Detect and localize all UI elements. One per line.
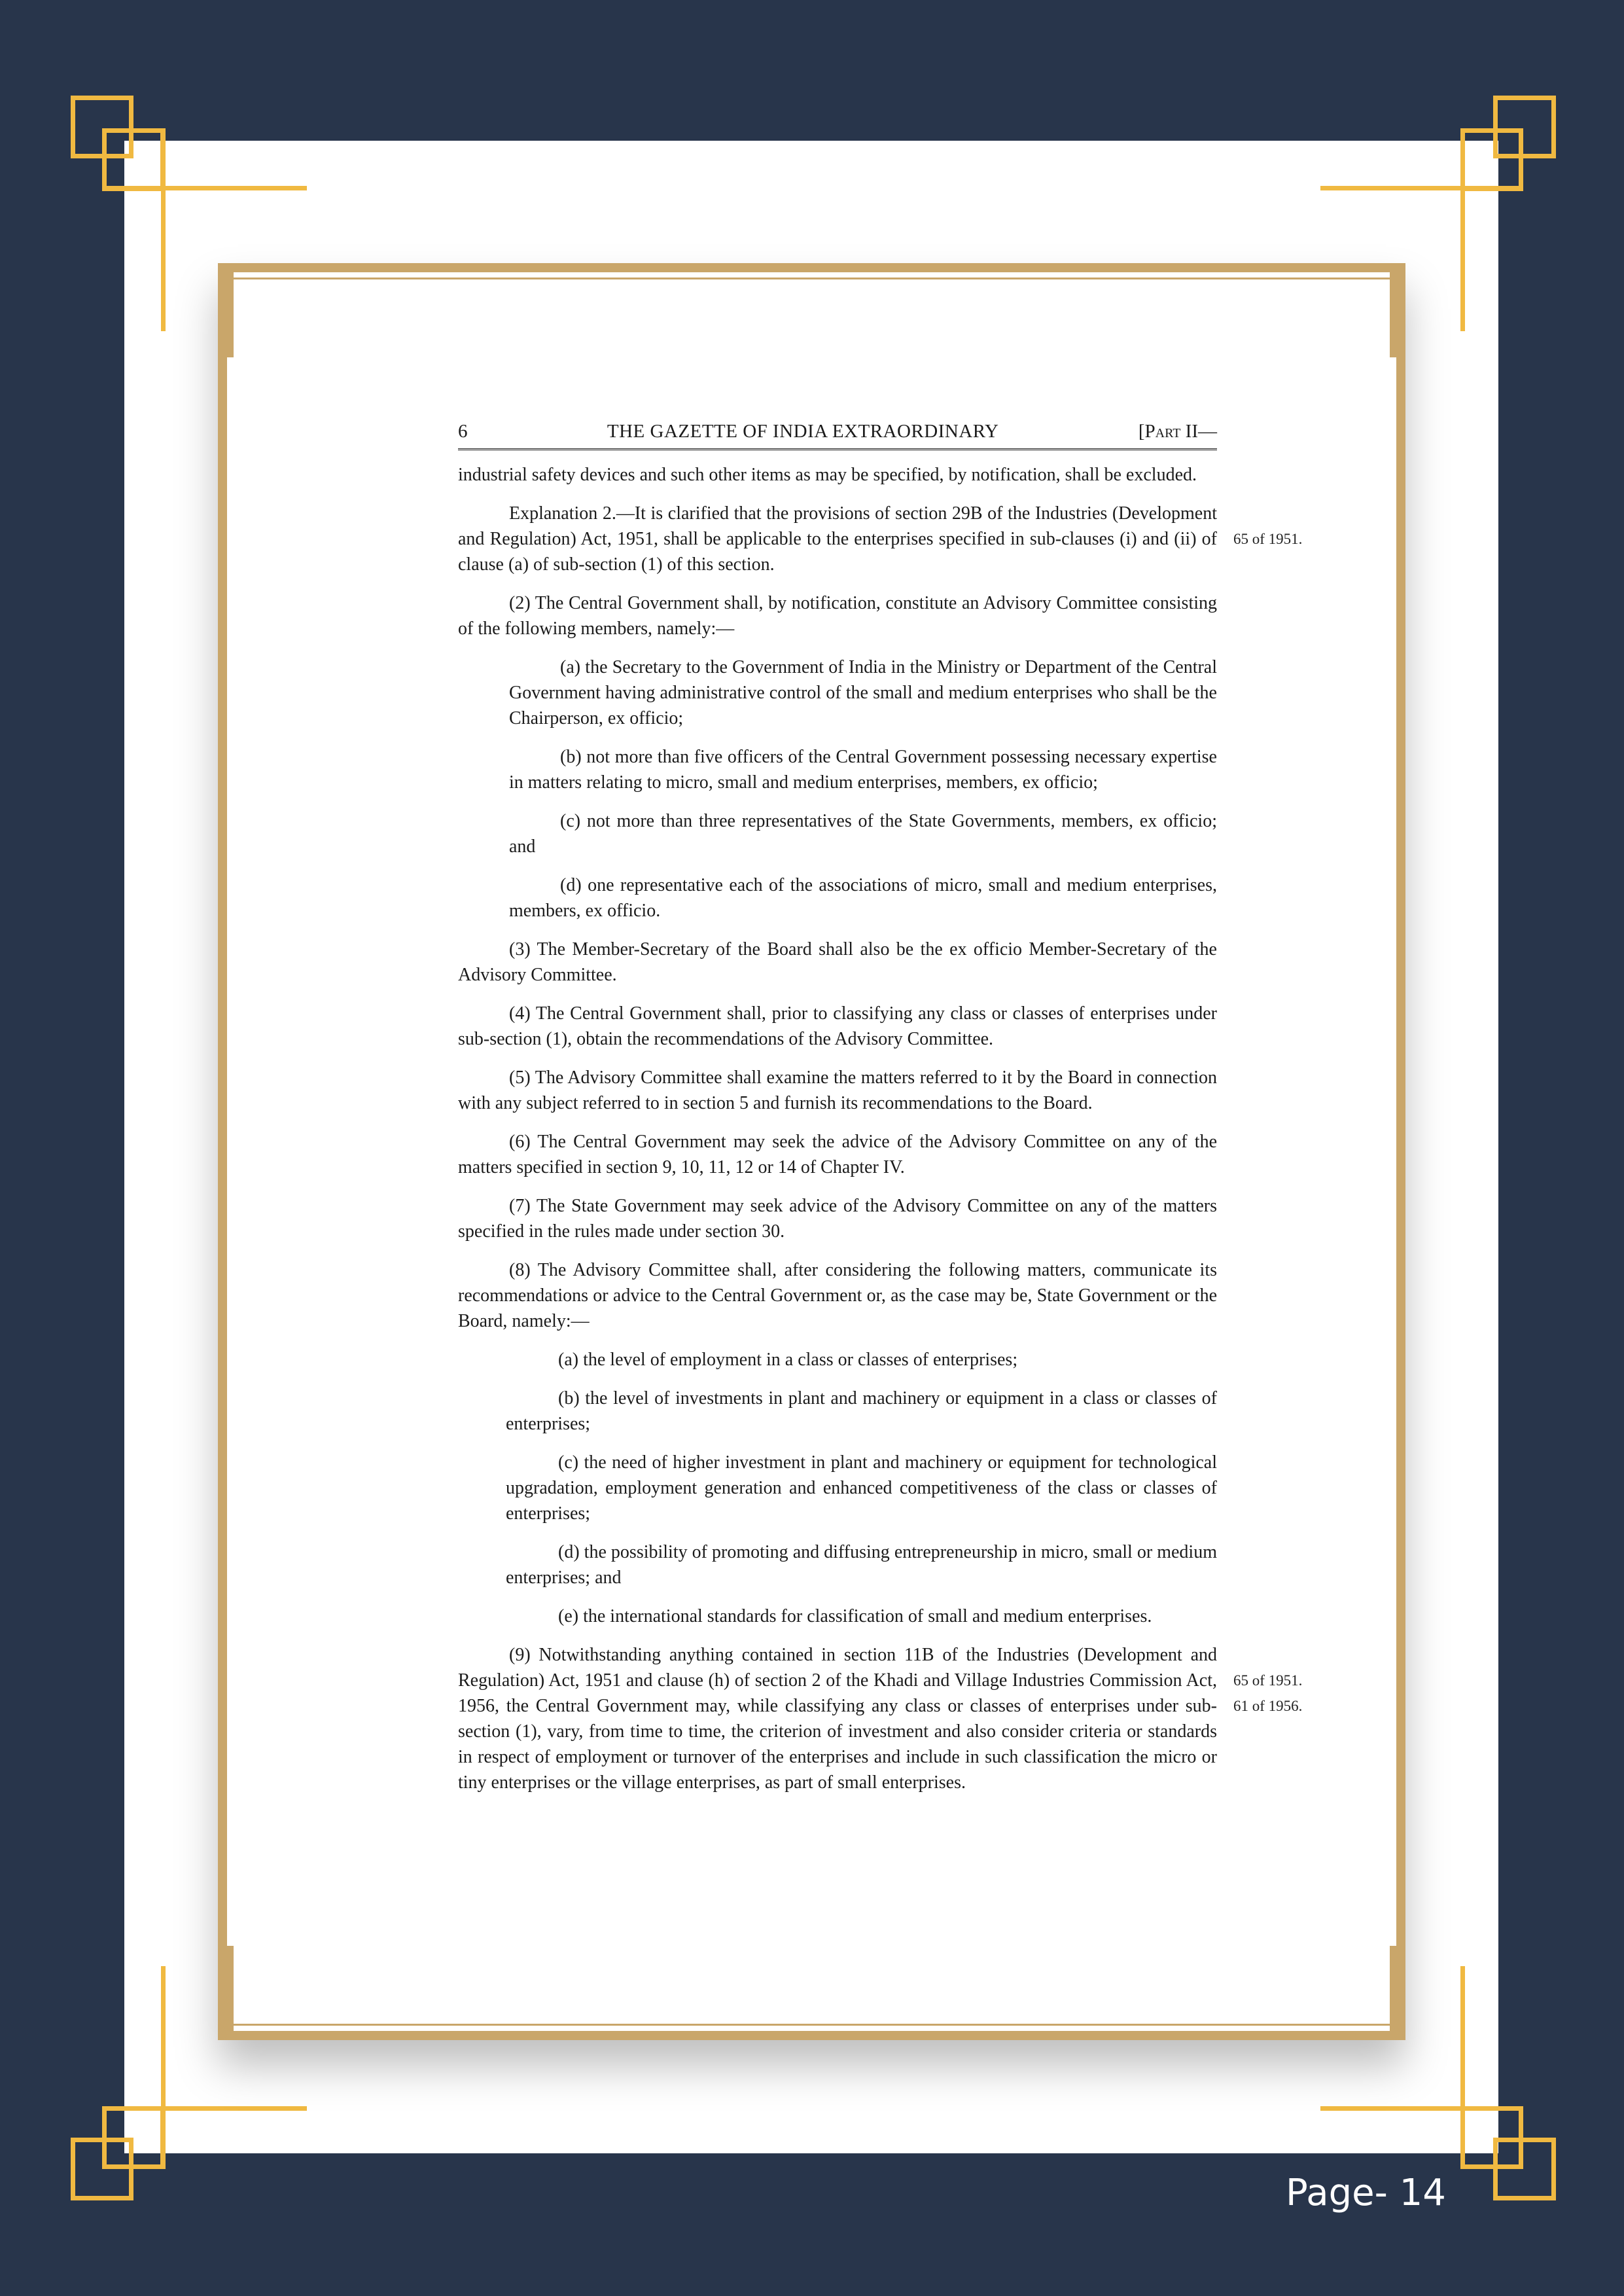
paragraph: (4) The Central Government shall, prior to classifying any class or classes of enterprises under sub-section (1), obtain the recommendations of the Advisory Committee. xyxy=(458,1003,1217,1049)
corner-line xyxy=(1460,128,1465,331)
frame-tick xyxy=(1390,272,1396,357)
paragraph: (7) The State Government may seek advice of the Advisory Committee on any of the matters specified in the rules made under section 30. xyxy=(458,1196,1217,1242)
corner-ornament-bottom-right-inner xyxy=(1460,2106,1523,2169)
paragraph: industrial safety devices and such other items as may be specified, by notification, shall be excluded. xyxy=(458,465,1197,485)
corner-line xyxy=(102,186,307,190)
sub-clause: (d) the possibility of promoting and diffusing entrepreneurship in micro, small or medium enterprises; and xyxy=(506,1542,1217,1588)
paragraph-explanation: Explanation 2.—It is clarified that the provisions of section 29B of the Industries (Development and Regulation) Act, 1951, shall be applicable to the enterprises specified in sub-clauses (i) and (ii) of clause (a) of sub-section (1) of this section. xyxy=(458,503,1217,575)
paragraph: (6) The Central Government may seek the advice of the Advisory Committee on any of the matters specified in section 9, 10, 11, 12 or 14 of Chapter IV. xyxy=(458,1132,1217,1177)
paragraph: (2) The Central Government shall, by notification, constitute an Advisory Committee consisting of the following members, namely:— xyxy=(458,593,1217,639)
corner-line xyxy=(161,1966,166,2169)
corner-line xyxy=(161,128,166,331)
sub-clause: (b) the level of investments in plant and machinery or equipment in a class or classes of enterprises; xyxy=(506,1388,1217,1434)
frame-tick xyxy=(227,1946,234,2031)
gazette-page-number: 6 xyxy=(458,421,468,442)
margin-note: 65 of 1951. xyxy=(1233,531,1303,547)
paragraph: (5) The Advisory Committee shall examine the matters referred to it by the Board in connection with any subject referred to in section 5 and furnish its recommendations to the Board. xyxy=(458,1067,1217,1113)
paragraph-with-note xyxy=(458,501,1303,577)
gazette-header xyxy=(458,419,1217,450)
gazette-part: [Part II— xyxy=(1138,421,1217,442)
paragraph: (8) The Advisory Committee shall, after considering the following matters, communicate its recommendations or advice to the Central Government or, as the case may be, State Government or the Board, namely:— xyxy=(458,1260,1217,1331)
sub-clause: (a) the level of employment in a class or classes of enterprises; xyxy=(558,1350,1018,1370)
sub-clause: (b) not more than five officers of the Central Government possessing necessary expertise in matters relating to micro, small and medium enterprises, members, ex officio; xyxy=(509,747,1217,793)
corner-line xyxy=(102,2106,307,2111)
sub-clause: (c) the need of higher investment in plant and machinery or equipment for technological upgradation, employment generation and enhanced competitiveness of the class or classes of enterprises; xyxy=(506,1452,1217,1524)
gazette-page xyxy=(458,419,1303,1808)
paragraph: (9) Notwithstanding anything contained in section 11B of the Industries (Development and Regulation) Act, 1951 and clause (h) of section 2 of the Khadi and Village Industries Commission Act, 1956, the Central Government may, while classifying any class or classes of enterprises under sub-section (1), vary, from time to time, the criterion of investment and also consider criteria or standards in respect of employment or turnover of the enterprises and include in such classification the micro or tiny enterprises or the village enterprises, as part of small enterprises. xyxy=(458,1645,1217,1793)
paragraph-with-note xyxy=(458,1642,1303,1795)
margin-note: 65 of 1951. xyxy=(1233,1672,1303,1689)
margin-note: 61 of 1956. xyxy=(1233,1698,1303,1714)
frame-tick xyxy=(227,272,234,357)
corner-ornament-top-right-inner xyxy=(1460,128,1523,191)
corner-ornament-top-left-inner xyxy=(102,128,165,191)
page-label: Page- 14 xyxy=(1286,2172,1446,2214)
sub-clause: (a) the Secretary to the Government of India in the Ministry or Department of the Central Government having administrative control of the small and medium enterprises who shall be the Chairperson, ex officio; xyxy=(509,657,1217,728)
corner-line xyxy=(1320,186,1523,190)
corner-ornament-bottom-left-inner xyxy=(102,2106,165,2169)
frame-tick xyxy=(1390,1946,1396,2031)
gazette-body xyxy=(458,462,1303,1795)
sub-clause: (c) not more than three representatives of the State Governments, members, ex officio; and xyxy=(509,811,1217,857)
corner-line xyxy=(1460,1966,1465,2169)
gazette-title: THE GAZETTE OF INDIA EXTRAORDINARY xyxy=(607,421,999,442)
paragraph: (3) The Member-Secretary of the Board shall also be the ex officio Member-Secretary of the Advisory Committee. xyxy=(458,939,1217,985)
corner-line xyxy=(1320,2106,1523,2111)
sub-clause: (d) one representative each of the associations of micro, small and medium enterprises, members, ex officio. xyxy=(509,875,1217,921)
sub-clause: (e) the international standards for classification of small and medium enterprises. xyxy=(558,1606,1152,1626)
